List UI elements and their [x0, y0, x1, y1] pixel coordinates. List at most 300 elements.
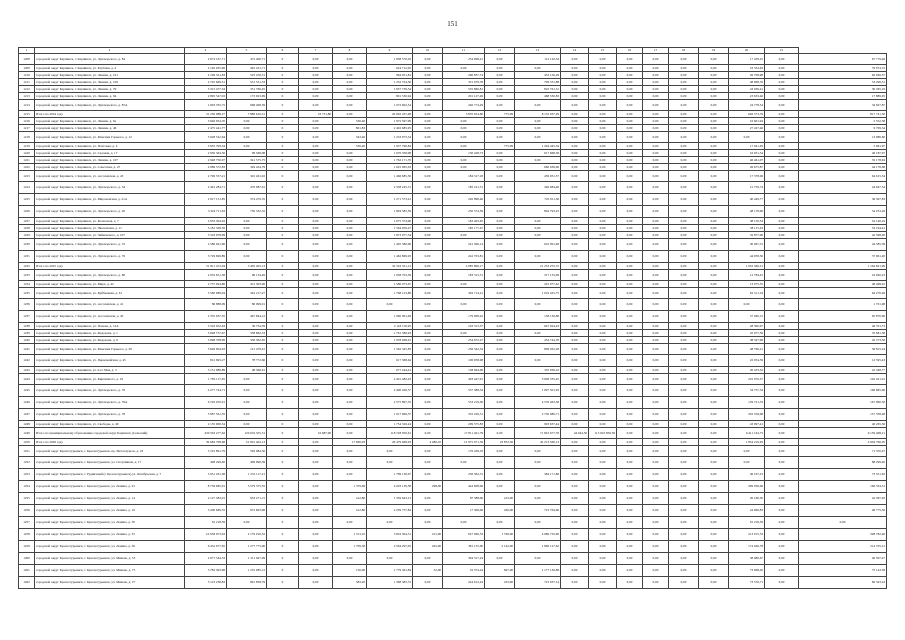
value-cell: 3 123 238,83	[185, 577, 227, 589]
value-cell: 723 037,14	[515, 577, 561, 589]
value-cell: 0,00	[299, 164, 333, 171]
value-cell: 3 951 261,38	[185, 469, 227, 481]
row-number: 1246	[19, 397, 35, 409]
value-cell: 0,00	[299, 529, 333, 541]
value-cell: 16 687,90	[299, 428, 333, 439]
value-cell: 0,00	[485, 79, 515, 86]
value-cell: 0,00	[413, 225, 443, 232]
value-cell: 0,00	[643, 505, 669, 517]
value-cell: 0,00	[699, 337, 729, 344]
value-cell: 3 200 669,55	[185, 505, 227, 517]
table-row	[19, 72, 887, 79]
value-cell: 0	[267, 311, 299, 323]
value-cell: 0,00	[561, 374, 589, 385]
value-cell: 0,00	[643, 428, 669, 439]
value-cell: 2 162 035,69	[185, 65, 227, 72]
value-cell: 0,00	[699, 553, 729, 565]
value-cell: 384 171,86	[515, 469, 561, 481]
value-cell: 0,00	[515, 132, 561, 143]
value-cell: 775,99	[485, 111, 515, 118]
value-cell: 1 866 127,62	[515, 541, 561, 553]
value-cell: 0,00	[299, 421, 333, 428]
value-cell: 0,00	[765, 330, 799, 337]
value-cell: 0,00	[333, 446, 367, 457]
value-cell: 0	[267, 65, 299, 72]
value-cell: 0,00	[643, 565, 669, 577]
value-cell: 26 708,98	[729, 72, 765, 79]
value-cell: 64 270,49	[799, 288, 887, 299]
value-cell: 0,00	[617, 72, 643, 79]
value-cell: 0,00	[765, 374, 799, 385]
value-cell: 0,00	[413, 150, 443, 157]
value-cell: 0,00	[669, 263, 699, 270]
value-cell: 73 968,20	[729, 565, 765, 577]
value-cell: 0,00	[413, 281, 443, 288]
value-cell: 812 695,27	[185, 355, 227, 367]
value-cell: 0,00	[765, 469, 799, 481]
value-cell: 0,00	[485, 446, 515, 457]
value-cell: 0,00	[561, 194, 589, 206]
value-cell: 0,00	[765, 481, 799, 493]
value-cell: 0,00	[413, 93, 443, 100]
value-cell: 46 775,56	[799, 505, 887, 517]
column-header: 14	[561, 48, 589, 54]
value-cell: 46 701,73	[799, 323, 887, 330]
value-cell: 3 151 989,89	[185, 367, 227, 374]
value-cell: 71 370,47	[799, 446, 887, 457]
value-cell: 0,00	[561, 337, 589, 344]
value-cell: 0,00	[561, 541, 589, 553]
value-cell: 0,00	[333, 374, 367, 385]
value-cell: 51 811 472,04	[185, 263, 227, 270]
table-row	[19, 111, 887, 118]
value-cell: 0,00	[485, 182, 515, 194]
value-cell: 0	[267, 270, 299, 281]
value-cell: 75 143,39	[799, 565, 887, 577]
value-cell: 0,00	[227, 118, 267, 125]
value-cell: 1 709,30	[333, 541, 367, 553]
value-cell: 0,00	[643, 469, 669, 481]
value-cell: 331 679,78	[443, 79, 485, 86]
address-cell: городской округ Карпинск, г. Карпинск, ул. Первомайская, д. 45	[35, 355, 185, 367]
value-cell: 40 265,36	[799, 421, 887, 428]
value-cell: 0,00	[367, 553, 413, 565]
value-cell: 0,00	[413, 374, 443, 385]
value-cell: 16 601,94	[729, 118, 765, 125]
value-cell: 0,00	[699, 577, 729, 589]
value-cell: 2 745 669,31	[185, 79, 227, 86]
value-cell: 1 761 586,93	[367, 330, 413, 337]
value-cell: 0,00	[485, 367, 515, 374]
value-cell: 0	[267, 428, 299, 439]
row-number: 1236	[19, 299, 35, 311]
value-cell: 1 762 171,70	[367, 157, 413, 164]
value-cell: 0,00	[589, 72, 617, 79]
value-cell: 0,00	[413, 118, 443, 125]
value-cell: 0,00	[299, 385, 333, 397]
value-cell: 0,00	[333, 553, 367, 565]
value-cell: 0,00	[669, 577, 699, 589]
value-cell: 44 958,56	[729, 251, 765, 263]
value-cell: 0,00	[643, 118, 669, 125]
value-cell: 99 568,08	[227, 150, 267, 157]
value-cell: 236 362,31	[443, 469, 485, 481]
value-cell: 254 098,41	[443, 54, 485, 65]
table-row	[19, 79, 887, 86]
value-cell: 0,00	[299, 171, 333, 182]
value-cell: 0,00	[413, 344, 443, 355]
address-cell: Итого по муниципальному образованию городской округ Карпинск (Сельский)	[35, 428, 185, 439]
value-cell: 476 087,91	[227, 182, 267, 194]
value-cell: 17 889,95	[799, 93, 887, 100]
value-cell: 0,00	[765, 577, 799, 589]
row-number: 1220	[19, 150, 35, 157]
value-cell: 0,00	[515, 330, 561, 337]
value-cell: 17 439,25	[729, 54, 765, 65]
value-cell: 0,00	[333, 251, 367, 263]
value-cell: 48 366,61	[227, 367, 267, 374]
row-number: 1261	[19, 565, 35, 577]
value-cell: 0	[267, 225, 299, 232]
value-cell: 12 784,61	[729, 270, 765, 281]
value-cell: 2 259 757,84	[367, 505, 413, 517]
value-cell: 0,00	[299, 239, 333, 251]
value-cell: 0,00	[617, 565, 643, 577]
value-cell: 0,00	[643, 446, 669, 457]
value-cell: 0,00	[485, 72, 515, 79]
value-cell: 343,40	[333, 132, 367, 143]
row-number: 1210	[19, 72, 35, 79]
value-cell: 0,00	[699, 311, 729, 323]
value-cell: 0,00	[669, 65, 699, 72]
address-cell: городской округ Карпинск, г. Карпинск, ул. Луначарского, д. 76	[35, 251, 185, 263]
value-cell: 0,00	[227, 374, 267, 385]
address-cell: городской округ Краснотурьинск, г. Краснотурьинск, пр. Металлургов, д. 23	[35, 446, 185, 457]
value-cell: 2 358 245,31	[367, 182, 413, 194]
value-cell: 5 961,97	[799, 143, 887, 150]
column-header: 13	[515, 48, 561, 54]
value-cell: 0,00	[699, 93, 729, 100]
value-cell: 332 220,31	[443, 409, 485, 421]
value-cell: 0,00	[765, 86, 799, 93]
value-cell: 0,00	[333, 469, 367, 481]
value-cell: 67 779,46	[799, 54, 887, 65]
value-cell: 0,00	[643, 577, 669, 589]
value-cell: 0	[267, 457, 299, 469]
value-cell: 0,00	[299, 263, 333, 270]
value-cell: 0,00	[765, 446, 799, 457]
value-cell: 30 067,31	[729, 239, 765, 251]
value-cell: 0,00	[333, 299, 367, 311]
value-cell: 0,00	[589, 225, 617, 232]
value-cell: 0,00	[617, 232, 643, 239]
value-cell: 1 768 123,86	[367, 288, 413, 299]
value-cell: 0,00	[617, 299, 643, 311]
value-cell: 0,00	[617, 132, 643, 143]
value-cell: 0,00	[333, 397, 367, 409]
value-cell: 0,00	[643, 132, 669, 143]
value-cell: 0,00	[669, 100, 699, 111]
value-cell: 32 877,96	[729, 232, 765, 239]
value-cell: 0,00	[299, 143, 333, 150]
value-cell: 0,00	[729, 446, 765, 457]
table-row	[19, 281, 887, 288]
value-cell: 0	[267, 263, 299, 270]
value-cell: 0,00	[765, 93, 799, 100]
value-cell: 0,00	[485, 281, 515, 288]
value-cell: 0,00	[589, 439, 617, 446]
row-number: 1224	[19, 182, 35, 194]
value-cell: 0	[267, 281, 299, 288]
value-cell: 0,00	[589, 374, 617, 385]
value-cell: 17 306,06	[443, 505, 485, 517]
value-cell: 0,00	[299, 337, 333, 344]
value-cell: 0,00	[485, 330, 515, 337]
value-cell: 0,00	[699, 157, 729, 164]
value-cell: 0,00	[617, 541, 643, 553]
value-cell: 31 250 088,27	[185, 111, 227, 118]
value-cell: 535 860,81	[443, 86, 485, 93]
value-cell: 0,00	[643, 225, 669, 232]
column-header: 16	[617, 48, 643, 54]
value-cell: 0,00	[589, 150, 617, 157]
table-body	[19, 48, 887, 589]
value-cell: 38 327,99	[729, 337, 765, 344]
value-cell: 0,00	[413, 239, 443, 251]
value-cell: 2 586 941,96	[185, 239, 227, 251]
value-cell: 0,00	[589, 79, 617, 86]
value-cell: 0,00	[485, 288, 515, 299]
value-cell: 0,00	[617, 428, 643, 439]
value-cell: 1 252 724,36	[367, 79, 413, 86]
value-cell: 0	[267, 577, 299, 589]
value-cell: 34 927,87	[799, 100, 887, 111]
value-cell: 0,00	[669, 194, 699, 206]
value-cell: 0,00	[699, 225, 729, 232]
row-number: 1250	[19, 439, 35, 446]
value-cell: 0,00	[413, 517, 443, 529]
value-cell: 0,00	[589, 565, 617, 577]
value-cell: 0,00	[443, 143, 485, 150]
value-cell: 2 127 583,01	[185, 493, 227, 505]
value-cell: 0	[267, 194, 299, 206]
value-cell: 0,00	[561, 439, 589, 446]
value-cell: 0,00	[589, 446, 617, 457]
value-cell: 0	[267, 164, 299, 171]
value-cell: 0,00	[485, 397, 515, 409]
value-cell: 30 265,19	[799, 86, 887, 93]
value-cell: 0,00	[699, 218, 729, 225]
value-cell: 3 560 989,04	[185, 288, 227, 299]
value-cell: 158 136,86	[515, 311, 561, 323]
value-cell: 0,00	[669, 164, 699, 171]
value-cell: 0,00	[561, 577, 589, 589]
value-cell: 2 491 284,71	[185, 182, 227, 194]
row-number: 1259	[19, 541, 35, 553]
value-cell: 0,00	[643, 93, 669, 100]
table-row	[19, 374, 887, 385]
value-cell: 48 766,21	[729, 344, 765, 355]
value-cell: 3 649 904,93	[185, 344, 227, 355]
value-cell: 2 917 151,85	[185, 194, 227, 206]
value-cell: 0,00	[413, 132, 443, 143]
value-cell: 0,00	[669, 111, 699, 118]
value-cell: 0,00	[561, 311, 589, 323]
value-cell: 0,00	[485, 409, 515, 421]
value-cell: 0,00	[333, 194, 367, 206]
value-cell: 48 498,42	[799, 281, 887, 288]
value-cell: 799 531,88	[515, 79, 561, 86]
value-cell: 23 731,80	[299, 111, 333, 118]
row-number: 1232	[19, 263, 35, 270]
value-cell: 408 299,40	[185, 457, 227, 469]
value-cell: 2 199 321,83	[185, 72, 227, 79]
value-cell: 0,00	[589, 118, 617, 125]
row-number: 1262	[19, 577, 35, 589]
address-cell: городской округ Карпинск, г. Карпинск, ул. Федорова, д. 1	[35, 330, 185, 337]
value-cell: 0,00	[617, 337, 643, 344]
value-cell: 0	[267, 397, 299, 409]
value-cell: 0,00	[333, 225, 367, 232]
value-cell: 0,00	[643, 100, 669, 111]
value-cell: 0,00	[561, 323, 589, 330]
row-number: 1216	[19, 118, 35, 125]
value-cell: 0,00	[561, 397, 589, 409]
value-cell: 0,00	[561, 385, 589, 397]
value-cell: 1 562 345,83	[367, 344, 413, 355]
value-cell: 0,00	[765, 171, 799, 182]
table-row	[19, 182, 887, 194]
value-cell: 5 552,58	[799, 118, 887, 125]
value-cell: 0,00	[765, 143, 799, 150]
value-cell: 44 647,54	[799, 182, 887, 194]
value-cell: 355 936,22	[515, 367, 561, 374]
value-cell: 118 728 050,61	[367, 428, 413, 439]
value-cell: 64 615,34	[799, 171, 887, 182]
value-cell: 0,00	[643, 323, 669, 330]
value-cell: 0,00	[485, 239, 515, 251]
value-cell: 0,00	[333, 367, 367, 374]
value-cell: 0,00	[333, 239, 367, 251]
value-cell: 0,00	[643, 164, 669, 171]
value-cell: 0,00	[299, 355, 333, 367]
table-row	[19, 225, 887, 232]
value-cell: 0,00	[413, 409, 443, 421]
address-cell: городской округ Краснотурьинск, г. Краснотурьинск, ул. Ленина, д. 36	[35, 541, 185, 553]
value-cell: 2 677 544,33	[185, 553, 227, 565]
value-cell: 2 402 685,95	[367, 125, 413, 132]
value-cell: 17 378,06	[729, 171, 765, 182]
value-cell: 0,00	[227, 409, 267, 421]
value-cell: 0,00	[561, 529, 589, 541]
value-cell: 0	[267, 111, 299, 118]
value-cell: 0,00	[299, 446, 333, 457]
row-number: 1222	[19, 164, 35, 171]
value-cell: 0,00	[561, 100, 589, 111]
value-cell: 646 573,79	[729, 111, 765, 118]
column-header: 21	[765, 48, 799, 54]
value-cell: 0,00	[617, 439, 643, 446]
value-cell: 0,00	[485, 93, 515, 100]
value-cell: 0,00	[561, 288, 589, 299]
value-cell: 0,00	[413, 65, 443, 72]
value-cell: 166 334,31	[799, 481, 887, 493]
address-cell: городской округ Карпинск, г. Карпинск, ул. Попова, д. 12А	[35, 323, 185, 330]
value-cell: 0,00	[699, 232, 729, 239]
value-cell: 0,00	[485, 164, 515, 171]
table-row	[19, 481, 887, 493]
value-cell: 3 465 405,13	[227, 263, 267, 270]
value-cell: 0,00	[589, 311, 617, 323]
value-cell: 0,00	[765, 79, 799, 86]
value-cell: 0,00	[561, 72, 589, 79]
value-cell: 0,00	[617, 397, 643, 409]
value-cell: 13 086,60	[799, 132, 887, 143]
column-header: 20	[729, 48, 765, 54]
value-cell: 0,00	[413, 337, 443, 344]
value-cell: 3 316 978,99	[185, 232, 227, 239]
value-cell: 6 411 164,75	[729, 428, 765, 439]
value-cell: 0,00	[561, 164, 589, 171]
value-cell: 0,00	[227, 421, 267, 428]
value-cell: 346 984,46	[515, 182, 561, 194]
value-cell: 0,00	[669, 93, 699, 100]
address-cell: городской округ Карпинск, г. Карпинск, ул. Мироновская, д. 21А	[35, 194, 185, 206]
value-cell: 0,00	[561, 182, 589, 194]
table-row	[19, 150, 887, 157]
value-cell: 0,00	[561, 86, 589, 93]
value-cell: 158 664,06	[443, 367, 485, 374]
table-row	[19, 164, 887, 171]
value-cell: 0,00	[561, 565, 589, 577]
value-cell: 0,00	[669, 206, 699, 218]
value-cell: 36 754,59	[227, 323, 267, 330]
value-cell: 38 115,43	[729, 225, 765, 232]
value-cell: 0,00	[561, 330, 589, 337]
value-cell: 801 530,94	[367, 93, 413, 100]
value-cell: 0,00	[561, 493, 589, 505]
table-row	[19, 323, 887, 330]
value-cell: 0,00	[413, 111, 443, 118]
value-cell: 0,00	[443, 330, 485, 337]
row-number: 1235	[19, 288, 35, 299]
value-cell: 0,00	[299, 157, 333, 164]
value-cell: 0,00	[669, 311, 699, 323]
value-cell: 0,00	[485, 218, 515, 225]
table-row	[19, 171, 887, 182]
value-cell: 0,00	[485, 299, 515, 311]
value-cell: 0,00	[589, 505, 617, 517]
value-cell: 150 428,73	[443, 150, 485, 157]
value-cell: 5 987 561,35	[185, 409, 227, 421]
value-cell: 61 218,59	[729, 517, 765, 529]
value-cell: 23 633,46	[729, 93, 765, 100]
value-cell: 0,00	[643, 157, 669, 164]
value-cell: 0,00	[561, 505, 589, 517]
row-number: 1260	[19, 553, 35, 565]
value-cell: 0,00	[669, 125, 699, 132]
value-cell: 73 576,71	[729, 577, 765, 589]
row-number: 1240	[19, 337, 35, 344]
value-cell: 0	[267, 54, 299, 65]
value-cell: 0,00	[617, 150, 643, 157]
value-cell: 0,00	[299, 100, 333, 111]
value-cell: 0,00	[299, 344, 333, 355]
value-cell: 0,00	[765, 206, 799, 218]
table-row	[19, 118, 887, 125]
value-cell: 0,00	[617, 374, 643, 385]
value-cell: 0,00	[299, 469, 333, 481]
